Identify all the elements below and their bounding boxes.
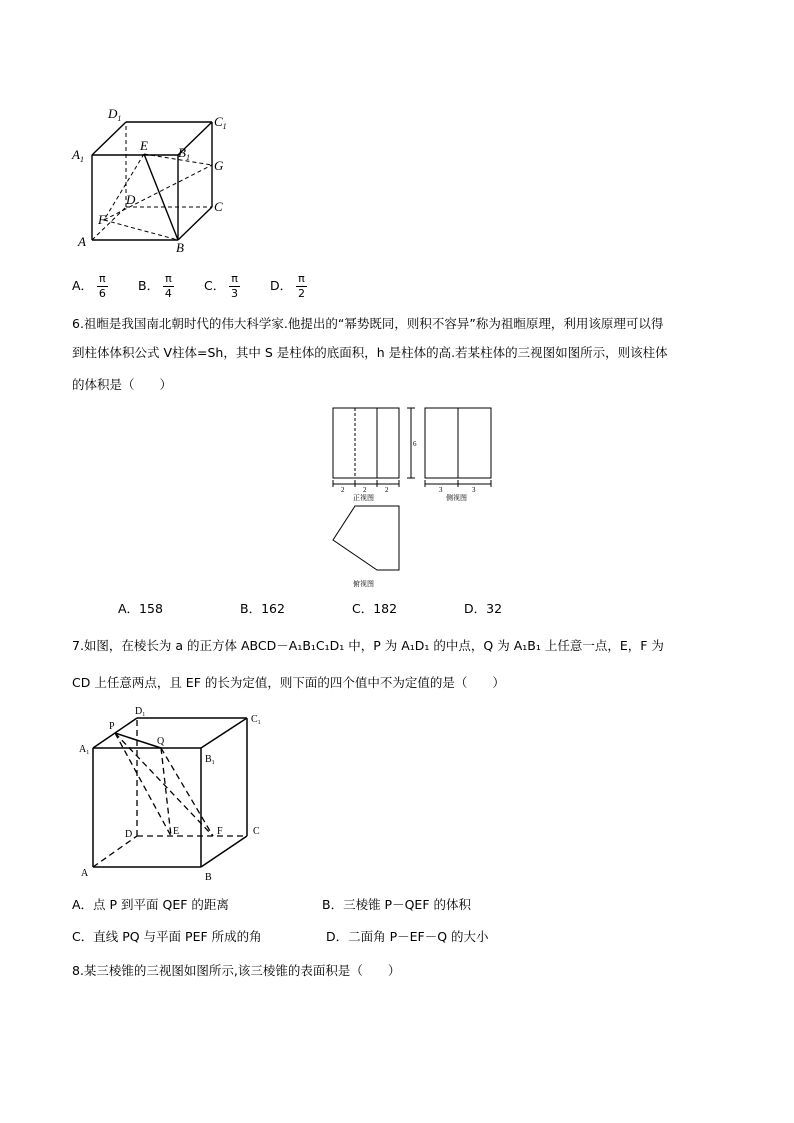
front-dim-2: 2 — [363, 486, 367, 494]
q8-stem-line1: 8.某三棱锥的三视图如图所示,该三棱锥的表面积是（ ） — [72, 963, 401, 978]
front-view-caption: 正视图 — [353, 494, 374, 502]
label-B: B — [176, 240, 184, 255]
label-E: E — [140, 138, 148, 153]
label-C1: $C_1$ — [251, 714, 261, 726]
label-Q: Q — [157, 736, 165, 747]
q5-cube-figure — [70, 100, 240, 260]
q5-option-d[interactable]: D． $\frac{\pi}{2}$ — [270, 272, 305, 300]
q6-option-b[interactable]: B．162 — [240, 601, 285, 616]
q7-option-a[interactable]: A．点 P 到平面 QEF 的距离 — [72, 897, 229, 912]
label-F: F — [217, 826, 223, 837]
q7-option-b[interactable]: B．三棱锥 P－QEF 的体积 — [322, 897, 471, 912]
q5-option-a[interactable]: A． $\frac{\pi}{6}$ — [72, 272, 106, 300]
label-B1: $B_1$ — [205, 754, 215, 766]
label-E: E — [173, 826, 180, 837]
top-view-caption: 俯视图 — [353, 580, 374, 588]
label-D1: $D_1$ — [135, 706, 146, 718]
side-dim-2: 3 — [472, 486, 476, 494]
top-view-shape — [333, 506, 399, 570]
label-D1: $D_1$ — [108, 106, 122, 123]
edge-B-C — [201, 836, 247, 867]
fraction: $\frac{\pi}{6}$ — [98, 272, 106, 300]
q5-option-b[interactable]: B． $\frac{\pi}{4}$ — [138, 272, 172, 300]
fraction: $\frac{\pi}{4}$ — [164, 272, 172, 300]
front-view-rect — [333, 408, 399, 478]
q7-option-d[interactable]: D．二面角 P－EF－Q 的大小 — [326, 929, 489, 944]
edge-A1-D1 — [92, 122, 126, 155]
side-view-caption: 侧视图 — [446, 494, 467, 502]
side-dim-1: 3 — [439, 486, 443, 494]
edge-A-D-hidden — [93, 836, 137, 867]
fraction: $\frac{\pi}{2}$ — [297, 272, 305, 300]
label-C1: $C_1$ — [214, 114, 227, 131]
q6-stem-line3: 的体积是（ ） — [72, 377, 173, 392]
edge-B-C — [178, 207, 212, 240]
q7-stem-line1: 7.如图，在棱长为 a 的正方体 ABCD－A₁B₁C₁D₁ 中，P 为 A₁D₁ 的中点，Q 为 A₁B₁ 上任意一点，E，F 为 — [72, 638, 664, 653]
q7-stem-line2: CD 上任意两点，且 EF 的长为定值，则下面的四个值中不为定值的是（ ） — [72, 675, 505, 690]
label-A: A — [81, 868, 89, 879]
label-A: A — [78, 234, 86, 249]
fraction: $\frac{\pi}{3}$ — [231, 272, 239, 300]
label-C: C — [214, 199, 223, 214]
height-dim-label: 6 — [413, 440, 417, 448]
q6-stem-line1: 6.祖暅是我国南北朝时代的伟大科学家.他提出的“幂势既同，则积不容异”称为祖暅原理，利用该原理可以得 — [72, 316, 664, 331]
label-F: F — [98, 212, 106, 227]
q7-option-c[interactable]: C．直线 PQ 与平面 PEF 所成的角 — [72, 929, 262, 944]
front-dim-1: 2 — [341, 486, 345, 494]
segment-F-B — [104, 220, 178, 240]
label-D: D — [126, 192, 136, 207]
q5-option-c[interactable]: C． $\frac{\pi}{3}$ — [204, 272, 239, 300]
front-dim-3: 2 — [385, 486, 389, 494]
label-C: C — [253, 826, 260, 837]
label-A1: $A_1$ — [79, 744, 90, 756]
edge-B1-C1 — [201, 718, 247, 748]
q6-stem-line2: 到柱体体积公式 V柱体=Sh，其中 S 是柱体的底面积，h 是柱体的高.若某柱体的三视图如图所示，则该柱体 — [72, 345, 668, 360]
q7-cube-figure — [75, 702, 275, 887]
label-G: G — [214, 158, 224, 173]
q6-option-d[interactable]: D．32 — [464, 601, 503, 616]
label-P: P — [109, 721, 115, 732]
label-A1: $A_1$ — [72, 147, 84, 164]
label-D: D — [125, 829, 133, 840]
label-B: B — [205, 872, 212, 883]
q6-option-a[interactable]: A．158 — [118, 601, 163, 616]
label-B1: $B_1$ — [178, 145, 190, 162]
q6-option-c[interactable]: C．182 — [352, 601, 398, 616]
q6-three-view-figure — [325, 402, 505, 592]
